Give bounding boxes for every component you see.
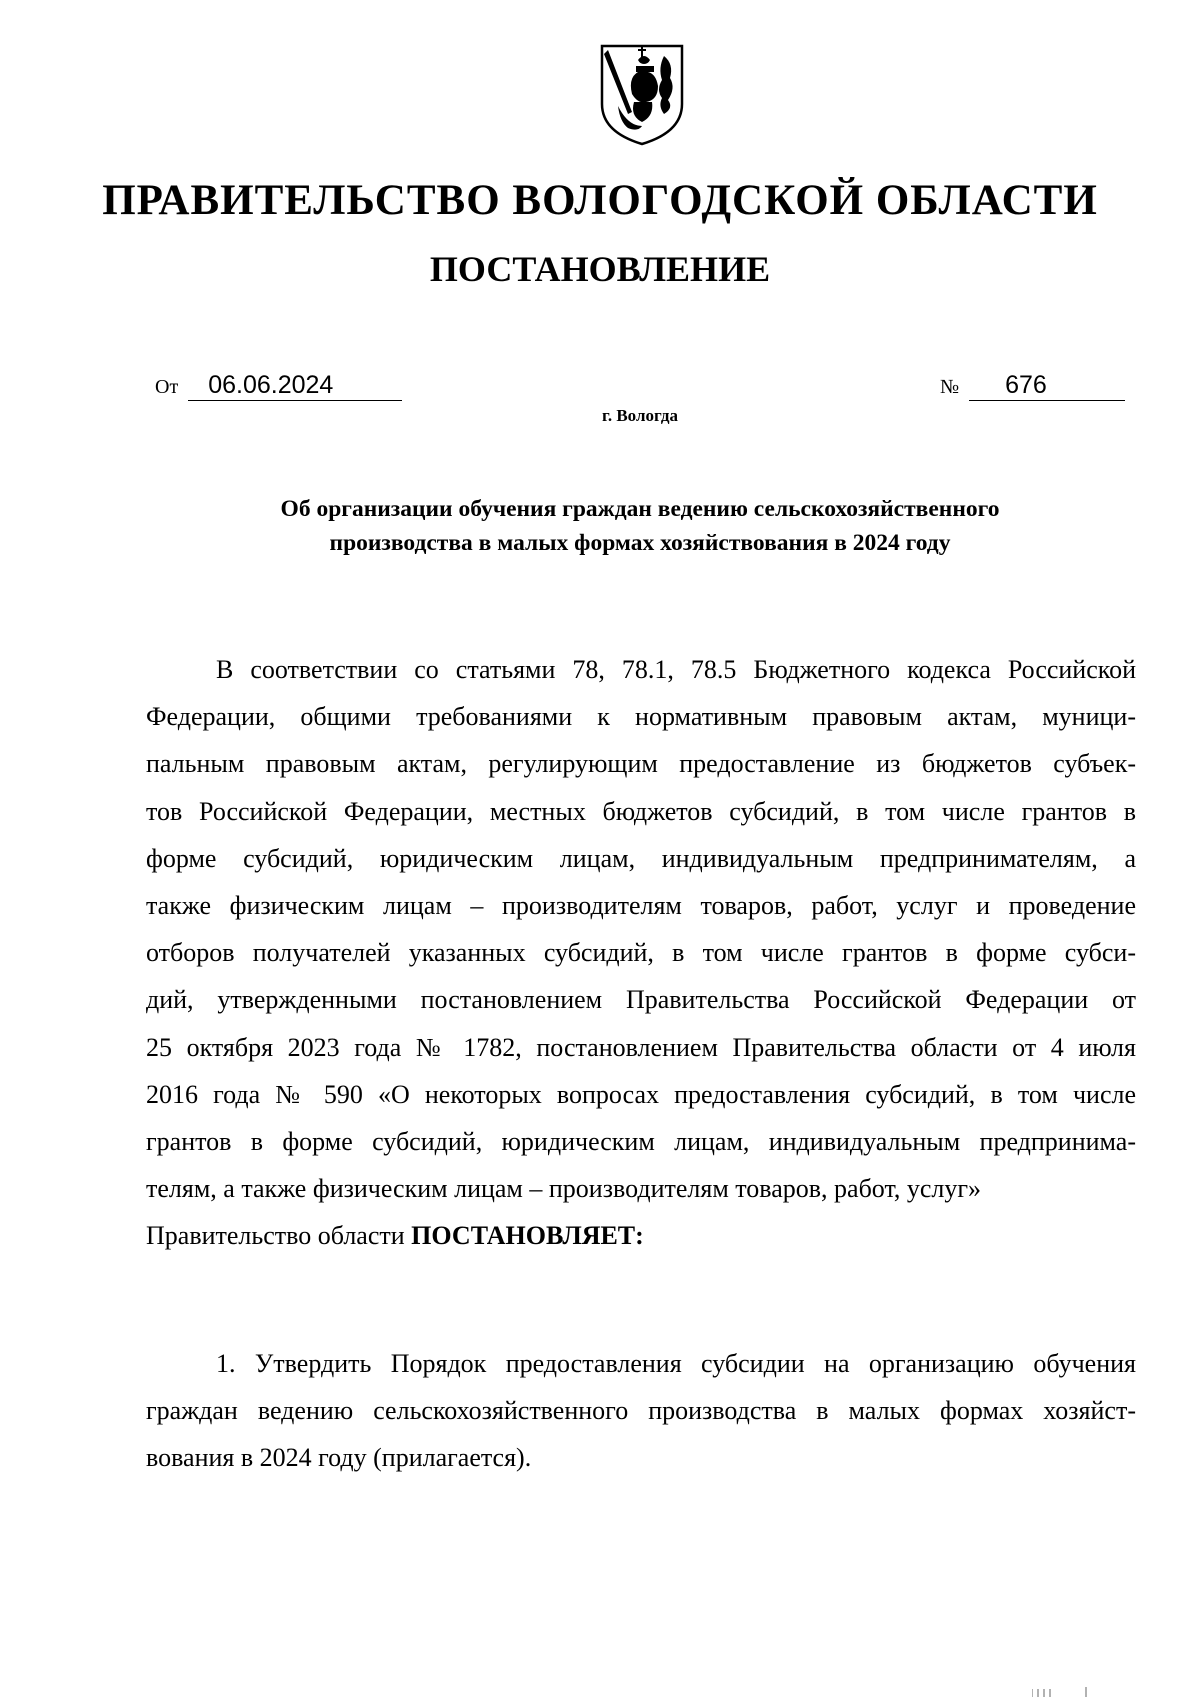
document-number: 676 [969,370,1125,401]
vologda-coat-of-arms-emblem [598,42,686,148]
preamble-paragraph [146,646,1136,1259]
document-date: 06.06.2024 [188,370,402,401]
preamble-line: В соответствии со статьями 78, 78.1, 78.5 Бюджетного кодекса Российской [216,655,1136,684]
clause-line: 1. Утвердить Порядок предоставления субсидии на организацию обучения [216,1349,1136,1378]
preamble-line: 25 октября 2023 года № 1782, постановлением Правительства области от 4 июля [146,1032,1136,1062]
preamble-line: дий, утвержденными постановлением Правительства Российской Федерации от [146,985,1136,1015]
government-name: ПРАВИТЕЛЬСТВО ВОЛОГОДСКОЙ ОБЛАСТИ [102,177,1098,224]
preamble-line: телям, а также физическим лицам – производителям товаров, работ, услуг» [146,1174,982,1204]
number-field [940,370,1125,401]
document-title [0,492,1200,560]
preamble-line: 2016 года № 590 «О некоторых вопросах предоставления субсидий, в том числе [146,1079,1136,1109]
preamble-line: пальным правовым актам, регулирующим предоставление из бюджетов субъек- [146,749,1136,779]
resolves-keyword: ПОСТАНОВЛЯЕТ: [411,1221,644,1251]
preamble-line: тов Российской Федерации, местных бюджетов субсидий, в том числе грантов в [146,796,1136,826]
preamble-line: отборов получателей указанных субсидий, в том числе грантов в форме субси- [146,938,1136,968]
title-line: производства в малых формах хозяйствования в 2024 году [329,530,951,556]
clause-1 [146,1340,1136,1482]
date-field [155,370,402,401]
city: г. Вологда [602,406,678,425]
scan-edge-marks [1032,1687,1092,1697]
clause-line: граждан ведению сельскохозяйственного производства в малых формах хозяйст- [146,1396,1136,1426]
preamble-line: также физическим лицам – производителям товаров, работ, услуг и проведение [146,890,1136,920]
clause-line: вования в 2024 году (прилагается). [146,1443,532,1473]
closing-text: Правительство области [146,1221,412,1251]
title-line: Об организации обучения граждан ведению сельскохозяйственного [280,496,1000,522]
preamble-line: Федерации, общими требованиями к нормативным правовым актам, муници- [146,702,1136,732]
date-prefix: От [155,376,179,398]
document-type: ПОСТАНОВЛЕНИЕ [429,249,771,289]
preamble-line: грантов в форме субсидий, юридическим лицам, индивидуальным предпринима- [146,1126,1136,1156]
preamble-line: форме субсидий, юридическим лицам, индивидуальным предпринимателям, а [146,843,1136,873]
number-prefix: № [940,376,960,398]
preamble-closing [146,1212,1136,1259]
